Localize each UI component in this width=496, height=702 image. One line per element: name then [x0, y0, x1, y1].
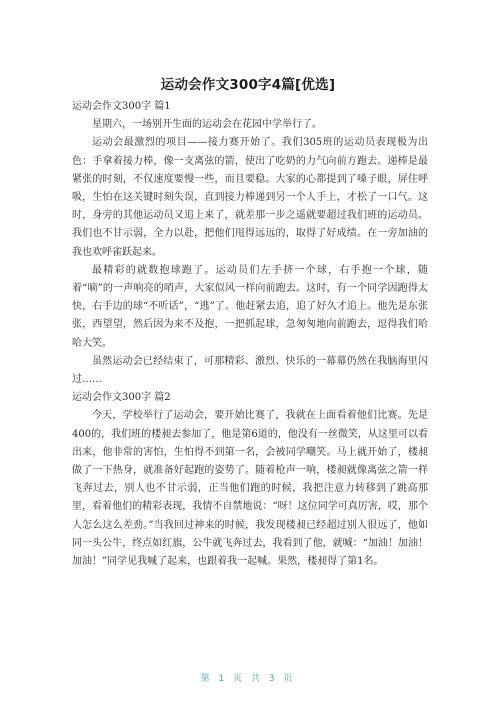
paragraph: 星期六，一场别开生面的运动会在花园中学举行了。	[92, 119, 322, 131]
document-title: 运动会作文300字4篇[优选]	[160, 77, 336, 93]
page-footer: 第 1 页 共 3 页	[200, 674, 296, 684]
paragraph: 最精彩的就数抱球跑了。运动员们左手挤一个球，右手抱一个球，随着“嘀”的一声响亮的哨声，大家似风一样向前跑去。这时，有一个同学因跑得太快，右手边的球“不听话”，“逃”了。他赶紧去追，追了好久才追上。他先是东张张，西望望，然后因为来不及抱，一把抓起球，急匆匆地向前跑去，逗得我们哈哈大笑。	[72, 264, 428, 349]
section-heading: 运动会作文300字 篇2	[72, 392, 171, 404]
paragraph: 运动会最激烈的项目——接力赛开始了。我们305班的运动员表现极为出色：手拿着接力棒，像一支离弦的箭，使出了吃奶的力气向前方跑去。递棒是最紧张的时刻，不仅速度要慢一些，而且要稳。大家的心都提到了嗓子眼，屏住呼吸，生怕在这关键时刻失误，直到接力棒递到另一个人手上，才松了一口气。这时，身旁的其他运动员又追上来了，就差那一步之遥就要超过我们班的运动员。我们也不甘示弱，全力以赴，把他们甩得远远的，取得了好成绩。在一旁加油的我也欢呼雀跃起来。	[72, 137, 428, 258]
section-heading: 运动会作文300字 篇1	[72, 101, 171, 112]
paragraph: 虽然运动会已经结束了，可那精彩、激烈、快乐的一幕幕仍然在我脑海里闪过……	[72, 355, 428, 386]
document-body	[72, 98, 428, 571]
paragraph: 今天，学校举行了运动会，要开始比赛了，我就在上面看着他们比赛。先是400的，我们班的楼昶去参加了，他是第6道的，他没有一丝微笑，从这里可以看出来，他非常的害怕，生怕得不到第一名，会被同学嘲笑。马上就开始了，楼昶做了一下热身，就准备好起跑的姿势了。随着枪声一响，楼昶就像离弦之箭一样飞奔过去，别人也不甘示弱，正当他们跑的时候，我把注意力转移到了跳高那里，看着他们的精彩表现，我情不自禁地说：“呀！这位同学可真厉害，哎，那个人怎么这么差劲。”当我回过神来的时候，我发现楼昶已经超过别人很远了，他如同一头公牛，终点如红旗，公牛就飞奔过去，我看到了他，就喊：“加油！加油！加油！”同学见我喊了起来，也跟着我一起喊。果然，楼昶得了第1名。	[72, 410, 428, 568]
